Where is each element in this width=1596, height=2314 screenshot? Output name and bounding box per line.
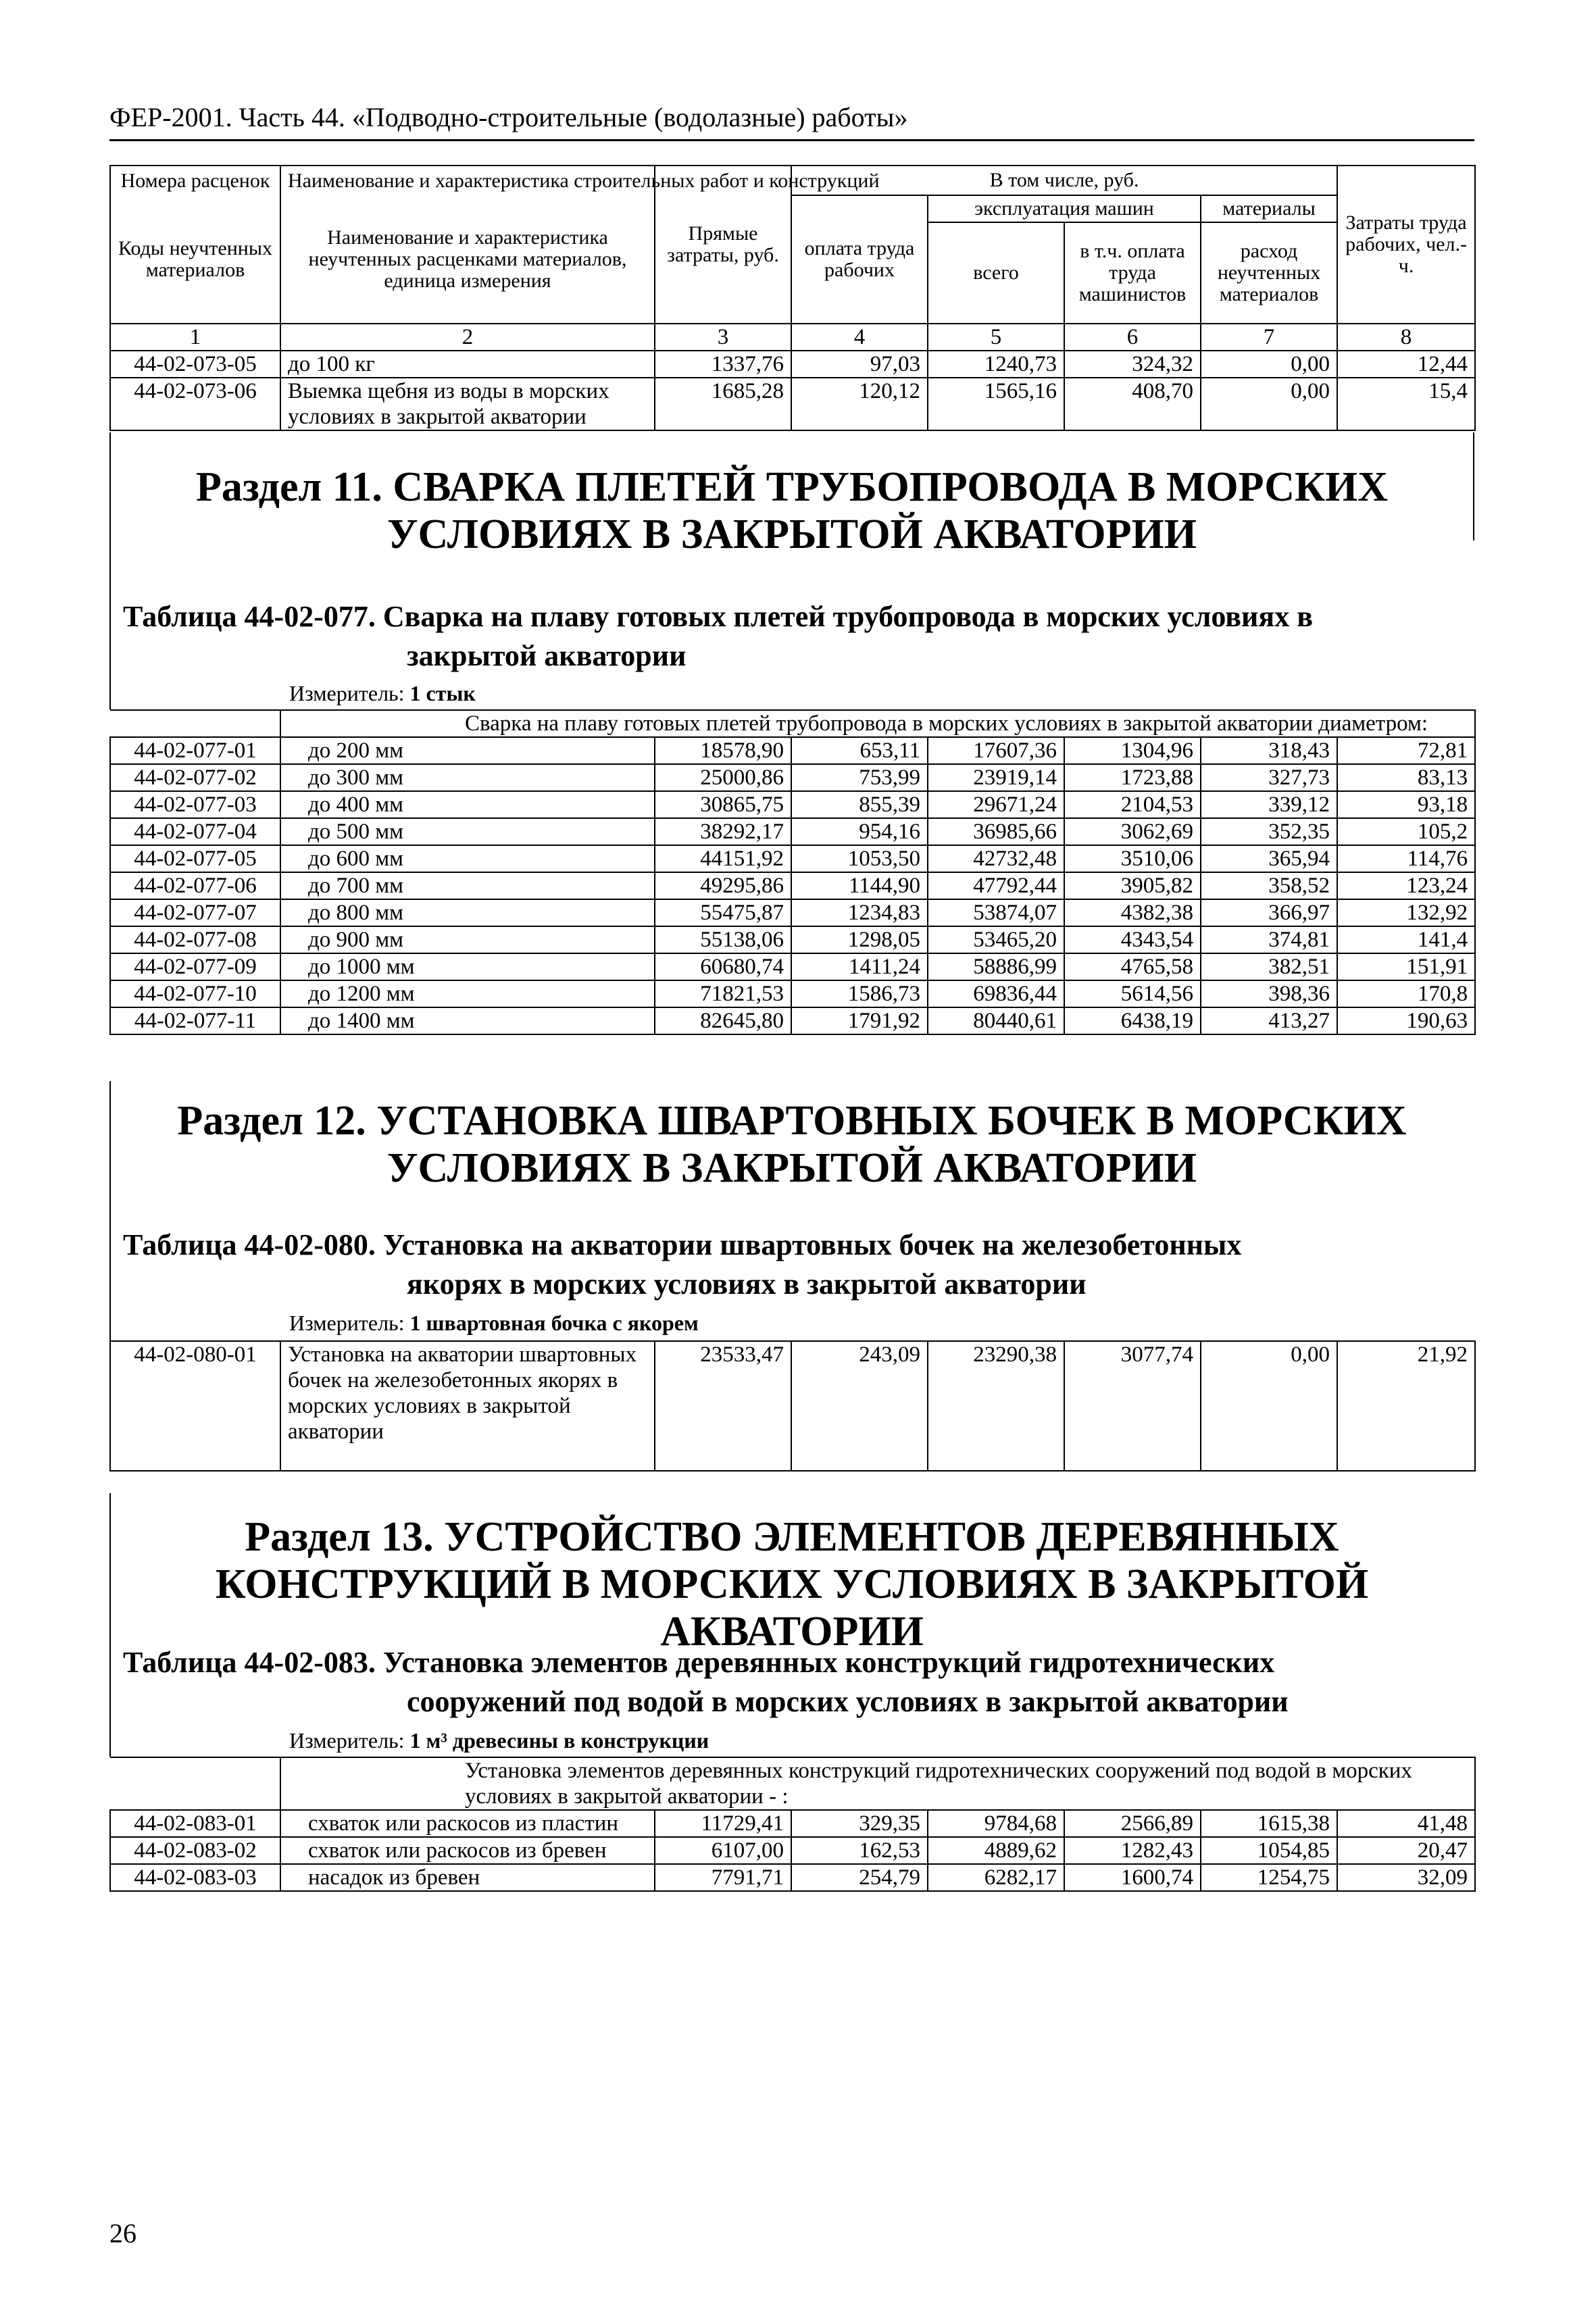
row-machines: 53874,07 (928, 899, 1064, 926)
row-machines: 69836,44 (928, 980, 1064, 1007)
row-materials: 374,81 (1201, 926, 1337, 953)
row-materials: 339,12 (1201, 791, 1337, 818)
table-row (110, 899, 1475, 926)
col-machines: эксплуатация машин (928, 195, 1201, 222)
col-num-7: 7 (1201, 324, 1337, 351)
section-11-title: Раздел 11. СВАРКА ПЛЕТЕЙ ТРУБОПРОВОДА В МОРСКИХ УСЛОВИЯХ В ЗАКРЫТОЙ АКВАТОРИИ (195, 464, 1389, 557)
row-materials: 0,00 (1201, 378, 1337, 430)
row-materials: 318,43 (1201, 737, 1337, 764)
row-materials: 0,00 (1201, 1341, 1337, 1471)
row-machines: 80440,61 (928, 1007, 1064, 1034)
row-wages: 1791,92 (791, 1007, 928, 1034)
table-row (110, 737, 1475, 764)
col-num-1: 1 (110, 324, 280, 351)
row-name: до 300 мм (280, 764, 655, 791)
table-row (110, 791, 1475, 818)
table-row (110, 1837, 1475, 1864)
row-machines: 23290,38 (928, 1341, 1064, 1471)
page-number: 26 (109, 2218, 136, 2248)
row-code: 44-02-077-06 (110, 872, 280, 899)
row-direct: 38292,17 (655, 818, 791, 845)
row-machines: 53465,20 (928, 926, 1064, 953)
row-machines: 29671,24 (928, 791, 1064, 818)
row-code: 44-02-083-01 (110, 1810, 280, 1837)
row-labor: 72,81 (1337, 737, 1475, 764)
row-wages: 254,79 (791, 1864, 928, 1891)
row-direct: 71821,53 (655, 980, 791, 1007)
table-077-subhead: Сварка на плаву готовых плетей трубопровода в морских условиях в закрытой акватории диаметром: (280, 710, 1475, 737)
row-machinists: 5614,56 (1064, 980, 1201, 1007)
row-materials: 327,73 (1201, 764, 1337, 791)
table-row (110, 1810, 1475, 1837)
row-labor: 21,92 (1337, 1341, 1475, 1471)
col-incl: В том числе, руб. (791, 166, 1337, 195)
row-direct: 44151,92 (655, 845, 791, 872)
col-direct: Прямые затраты, руб. (655, 166, 791, 324)
row-direct: 25000,86 (655, 764, 791, 791)
table-row (110, 1341, 1475, 1471)
row-name: до 900 мм (280, 926, 655, 953)
row-name: до 700 мм (280, 872, 655, 899)
col-machinists: в т.ч. оплата труда машинистов (1064, 222, 1201, 324)
row-materials: 352,35 (1201, 818, 1337, 845)
row-labor: 32,09 (1337, 1864, 1475, 1891)
row-labor: 15,4 (1337, 378, 1475, 430)
col-labor: Затраты труда рабочих, чел.-ч. (1337, 166, 1475, 324)
table-080 (109, 1340, 1476, 1472)
col-num-4: 4 (791, 324, 928, 351)
row-name: до 800 мм (280, 899, 655, 926)
row-wages: 1586,73 (791, 980, 928, 1007)
row-name: до 1400 мм (280, 1007, 655, 1034)
row-wages: 1298,05 (791, 926, 928, 953)
measure-value: 1 швартовная бочка с якорем (409, 1311, 699, 1335)
table-080-measure (289, 1309, 699, 1336)
left-rule (109, 1493, 111, 1757)
row-code: 44-02-077-07 (110, 899, 280, 926)
row-labor: 93,18 (1337, 791, 1475, 818)
row-machinists: 1282,43 (1064, 1837, 1201, 1864)
row-direct: 18578,90 (655, 737, 791, 764)
row-machinists: 2104,53 (1064, 791, 1201, 818)
row-wages: 120,12 (791, 378, 928, 430)
row-code: 44-02-080-01 (110, 1341, 280, 1471)
row-direct: 23533,47 (655, 1341, 791, 1471)
row-direct: 7791,71 (655, 1864, 791, 1891)
row-machinists: 3062,69 (1064, 818, 1201, 845)
row-direct: 49295,86 (655, 872, 791, 899)
row-code: 44-02-077-03 (110, 791, 280, 818)
row-machinists: 6438,19 (1064, 1007, 1201, 1034)
col-materials: материалы (1201, 195, 1337, 222)
row-labor: 105,2 (1337, 818, 1475, 845)
table-row (110, 926, 1475, 953)
row-machines: 47792,44 (928, 872, 1064, 899)
row-labor: 114,76 (1337, 845, 1475, 872)
row-materials: 0,00 (1201, 351, 1337, 378)
row-name: схваток или раскосов из пластин (280, 1810, 655, 1837)
row-materials: 365,94 (1201, 845, 1337, 872)
row-wages: 653,11 (791, 737, 928, 764)
row-direct: 1685,28 (655, 378, 791, 430)
row-labor: 123,24 (1337, 872, 1475, 899)
row-machinists: 1600,74 (1064, 1864, 1201, 1891)
table-083-title-line1: Таблица 44-02-083. Установка элементов деревянных конструкций гидротехнических (123, 1646, 1275, 1679)
row-wages: 1234,83 (791, 899, 928, 926)
table-row (110, 764, 1475, 791)
row-machinists: 1723,88 (1064, 764, 1201, 791)
row-code: 44-02-077-11 (110, 1007, 280, 1034)
row-name: до 400 мм (280, 791, 655, 818)
row-materials: 413,27 (1201, 1007, 1337, 1034)
row-machinists: 324,32 (1064, 351, 1201, 378)
row-labor: 190,63 (1337, 1007, 1475, 1034)
row-wages: 954,16 (791, 818, 928, 845)
table-row (110, 872, 1475, 899)
row-materials: 398,36 (1201, 980, 1337, 1007)
measure-value: 1 стык (409, 681, 476, 705)
row-machines: 6282,17 (928, 1864, 1064, 1891)
row-code: 44-02-083-03 (110, 1864, 280, 1891)
row-wages: 329,35 (791, 1810, 928, 1837)
row-name: насадок из бревен (280, 1864, 655, 1891)
table-077 (109, 709, 1476, 1035)
row-wages: 97,03 (791, 351, 928, 378)
row-wages: 753,99 (791, 764, 928, 791)
row-machinists: 1304,96 (1064, 737, 1201, 764)
section-12-title: Раздел 12. УСТАНОВКА ШВАРТОВНЫХ БОЧЕК В МОРСКИХ УСЛОВИЯХ В ЗАКРЫТОЙ АКВАТОРИИ (177, 1098, 1407, 1191)
row-wages: 1411,24 (791, 953, 928, 980)
row-code: 44-02-077-02 (110, 764, 280, 791)
row-name: до 500 мм (280, 818, 655, 845)
row-code: 44-02-073-06 (110, 378, 280, 430)
col-name-bottom: Наименование и характеристика неучтенных расценками материалов, единица измерения (280, 195, 655, 324)
row-direct: 60680,74 (655, 953, 791, 980)
row-materials: 358,52 (1201, 872, 1337, 899)
row-code: 44-02-077-08 (110, 926, 280, 953)
row-direct: 55138,06 (655, 926, 791, 953)
col-name-top: Наименование и характеристика строительных работ и конструкций (280, 166, 655, 195)
row-materials: 1615,38 (1201, 1810, 1337, 1837)
table-080-title-line1: Таблица 44-02-080. Установка на акватории швартовных бочек на железобетонных (123, 1228, 1242, 1261)
row-name: до 1200 мм (280, 980, 655, 1007)
row-direct: 30865,75 (655, 791, 791, 818)
table-083-title-line2: сооружений под водой в морских условиях в закрытой акватории (407, 1685, 1289, 1718)
row-labor: 170,8 (1337, 980, 1475, 1007)
table-row (110, 980, 1475, 1007)
row-machinists: 3905,82 (1064, 872, 1201, 899)
row-wages: 162,53 (791, 1837, 928, 1864)
row-name: Выемка щебня из воды в морских условиях в закрытой акватории (280, 378, 655, 430)
header-rule (109, 139, 1474, 141)
row-name: до 100 кг (280, 351, 655, 378)
row-direct: 11729,41 (655, 1810, 791, 1837)
row-machinists: 3077,74 (1064, 1341, 1201, 1471)
table-077-title-line2: закрытой акватории (407, 639, 687, 672)
row-labor: 20,47 (1337, 1837, 1475, 1864)
row-labor: 151,91 (1337, 953, 1475, 980)
page-header: ФЕР-2001. Часть 44. «Подводно-строительные (водолазные) работы» (109, 102, 908, 132)
row-code: 44-02-077-04 (110, 818, 280, 845)
col-num-6: 6 (1064, 324, 1201, 351)
row-direct: 6107,00 (655, 1837, 791, 1864)
table-row (110, 953, 1475, 980)
row-wages: 855,39 (791, 791, 928, 818)
section-13-title: Раздел 13. УСТРОЙСТВО ЭЛЕМЕНТОВ ДЕРЕВЯННЫХ КОНСТРУКЦИЙ В МОРСКИХ УСЛОВИЯХ В ЗАКРЫТОЙ АКВАТОРИИ (215, 1514, 1369, 1655)
row-labor: 12,44 (1337, 351, 1475, 378)
col-num-8: 8 (1337, 324, 1475, 351)
row-code: 44-02-083-02 (110, 1837, 280, 1864)
col-code-top: Номера расценок (110, 166, 280, 195)
row-code: 44-02-077-09 (110, 953, 280, 980)
col-wages: оплата труда рабочих (791, 195, 928, 324)
col-num-3: 3 (655, 324, 791, 351)
row-labor: 41,48 (1337, 1810, 1475, 1837)
row-code: 44-02-077-10 (110, 980, 280, 1007)
measure-label: Измеритель: (289, 1311, 405, 1335)
row-code: 44-02-077-01 (110, 737, 280, 764)
header-table (109, 165, 1476, 431)
table-083 (109, 1757, 1476, 1892)
row-machinists: 408,70 (1064, 378, 1201, 430)
row-materials: 382,51 (1201, 953, 1337, 980)
row-machines: 36985,66 (928, 818, 1064, 845)
row-machines: 42732,48 (928, 845, 1064, 872)
table-row (110, 818, 1475, 845)
row-labor: 141,4 (1337, 926, 1475, 953)
row-machines: 17607,36 (928, 737, 1064, 764)
col-num-5: 5 (928, 324, 1064, 351)
row-name: Установка на акватории швартовных бочек на железобетонных якорях в морских условиях в закрытой акватории (280, 1341, 655, 1471)
col-machines-total: всего (928, 222, 1064, 324)
row-machines: 9784,68 (928, 1810, 1064, 1837)
row-machinists: 3510,06 (1064, 845, 1201, 872)
row-machines: 23919,14 (928, 764, 1064, 791)
row-machinists: 4343,54 (1064, 926, 1201, 953)
table-083-subhead: Установка элементов деревянных конструкций гидротехнических сооружений под водой в морских условиях в закрытой акватории - : (280, 1757, 1475, 1810)
table-083-measure (289, 1727, 709, 1754)
table-row (110, 845, 1475, 872)
table-080-title-line2: якорях в морских условиях в закрытой акватории (407, 1267, 1087, 1301)
row-machinists: 2566,89 (1064, 1810, 1201, 1837)
table-row (110, 378, 1475, 430)
row-wages: 1144,90 (791, 872, 928, 899)
col-code-bottom: Коды неучтенных материалов (110, 195, 280, 324)
row-direct: 82645,80 (655, 1007, 791, 1034)
row-labor: 83,13 (1337, 764, 1475, 791)
left-rule (109, 1081, 111, 1340)
row-machines: 4889,62 (928, 1837, 1064, 1864)
row-name: до 1000 мм (280, 953, 655, 980)
row-machinists: 4765,58 (1064, 953, 1201, 980)
row-wages: 1053,50 (791, 845, 928, 872)
table-077-title-line1: Таблица 44-02-077. Сварка на плаву готовых плетей трубопровода в морских условиях в (123, 600, 1313, 633)
row-direct: 1337,76 (655, 351, 791, 378)
left-rule (109, 432, 111, 709)
table-row (110, 351, 1475, 378)
row-machinists: 4382,38 (1064, 899, 1201, 926)
measure-label: Измеритель: (289, 681, 405, 705)
row-code: 44-02-077-05 (110, 845, 280, 872)
row-machines: 1240,73 (928, 351, 1064, 378)
col-num-2: 2 (280, 324, 655, 351)
row-wages: 243,09 (791, 1341, 928, 1471)
row-materials: 1054,85 (1201, 1837, 1337, 1864)
measure-label: Измеритель: (289, 1728, 405, 1753)
measure-value: 1 м³ древесины в конструкции (409, 1728, 709, 1753)
row-direct: 55475,87 (655, 899, 791, 926)
row-machines: 58886,99 (928, 953, 1064, 980)
table-row (110, 1864, 1475, 1891)
right-rule (1473, 432, 1474, 540)
row-name: до 600 мм (280, 845, 655, 872)
row-name: схваток или раскосов из бревен (280, 1837, 655, 1864)
table-077-measure (289, 680, 476, 707)
row-code: 44-02-073-05 (110, 351, 280, 378)
row-machines: 1565,16 (928, 378, 1064, 430)
col-materials-cost: расход неучтенных материалов (1201, 222, 1337, 324)
row-materials: 366,97 (1201, 899, 1337, 926)
row-materials: 1254,75 (1201, 1864, 1337, 1891)
table-row (110, 1007, 1475, 1034)
row-labor: 132,92 (1337, 899, 1475, 926)
row-name: до 200 мм (280, 737, 655, 764)
